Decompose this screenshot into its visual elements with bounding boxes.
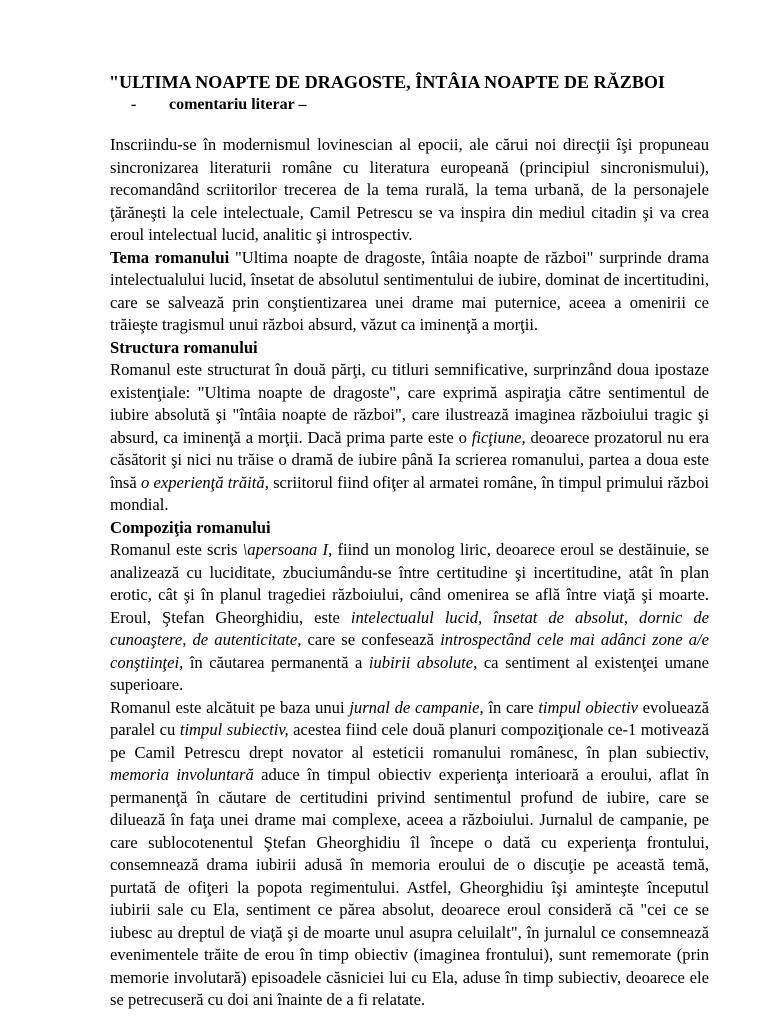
structura-paragraph [110, 359, 709, 517]
comp1-text-4: în căutarea permanentă a [183, 652, 369, 672]
subtitle-text: comentariu literar – [169, 96, 307, 113]
structura-heading: Structura romanului [110, 337, 258, 357]
comp1-text-5: ca sentiment al existenţei umane superioare. [110, 652, 709, 694]
comp1-italic-2: intelectualul lucid, însetat de absolut, dornic de cunoaştere, de autenticitate, [110, 607, 709, 649]
document-subtitle [131, 96, 306, 114]
comp2-italic-3: timpul subiectiv, [179, 720, 289, 739]
comp2-italic-4: memoria involuntară [110, 765, 254, 784]
compozitia-paragraph-1 [110, 539, 709, 697]
comp2-text-5: aduce în timpul obiectiv experienţa interioară a eroului, aflat în permanenţă în căutare de certitudini privind sentimentul profund de iubire, care se diluează în faţa unei drame mai complexe, aceea a războiului. Jurnalul de campanie, pe care sublocotenentul Ştefan Gheorghidiu îl începe o dată cu experienţa frontului, consemnează drama iubirii adusă în memoria eroului de o discuţie pe această temă, purtată de ofiţeri la popota regimentului. Astfel, Gheorghidiu îşi aminteşte începutul iubirii sale cu Ela, sentiment ce părea absolut, deoarece eroul consideră că "cei ce se iubesc au dreptul de viaţă şi de moarte unul asupra celuilalt", în jurnalul ce consemnează evenimentele trăite de erou în timp obiectiv (imaginea frontului), sunt rememorate (prin memorie involutară) episoadele căsniciei lui cu Ela, aduse în timp subiectiv, deoarece ele se petrecuseră cu doi ani înainte de a fi relatate. [110, 765, 710, 1009]
comp2-text-4: acestea fiind cele două planuri compoziţionale ce-1 motivează pe Camil Petrescu drept novator al esteticii romanului românesc, în plan subiectiv, [110, 720, 709, 762]
subtitle-dash: - [131, 96, 137, 113]
comp1-italic-1: \apersoana I, [242, 540, 333, 559]
comp1-text-1: Romanul este scris [110, 540, 243, 559]
structura-text-1: Romanul este structurat în două părţi, cu titluri semnificative, surprinzând doua ipostaze existenţiale: "Ultima noapte de dragoste", care exprimă aspiraţia către sentimentul de iubire absolută şi "întâia noapte de război", care ilustrează imaginea războiului tragic şi absurd, ca iminenţă a morţii. Dacă prima parte este o [110, 360, 709, 447]
compozitia-paragraph-2 [110, 697, 709, 1012]
comp2-text-3: evoluează paralel cu [110, 697, 709, 739]
comp1-italic-3: introspectând cele mai adânci zone a/e conştiinţei, [110, 630, 709, 672]
comp2-italic-1: jurnal de campanie, [349, 697, 484, 717]
intro-paragraph: Inscriindu-se în modernismul lovinescian al epocii, ale cărui noi direcţii îşi propuneau sincronizarea literaturii române cu literatura europeană (principiul sincronismului), recomandând scriitorilor trecerea de la tema rurală, la tema urbană, de la personajele ţărăneşti la cele intelectuale, Camil Petrescu se va inspira din mediul citadin şi va crea eroul intelectual lucid, analitic şi introspectiv. [110, 135, 709, 244]
structura-text-3: scriitorul fiind ofiţer al armatei române, în timpul primului război mondial. [110, 472, 709, 514]
comp2-italic-2: timpul obiectiv [538, 697, 638, 717]
structura-italic-1: ficţiune, [471, 427, 526, 447]
comp1-text-3: care se confesează [301, 630, 441, 649]
comp1-italic-4: iubirii absolute, [368, 652, 478, 672]
structura-text-2: deoarece prozatorul nu era căsătorit şi nici nu trăise o dramă de iubire până Ia scrierea romanului, partea a doua este însă [110, 427, 709, 492]
compozitia-heading: Compoziţia romanului [110, 517, 271, 537]
tema-paragraph [110, 247, 709, 337]
comp2-text-2: în care [483, 697, 539, 717]
comp2-text-1: Romanul este alcătuit pe baza unui [110, 697, 350, 717]
structura-italic-2: o experienţă trăită, [140, 472, 269, 492]
tema-text: "Ultima noapte de dragoste, întâia noapte de război" surprinde drama intelectualului lucid, însetat de absolutul sentimentului de iubire, dominat de incertitudini, care se salvează prin conştientizarea unei drame mai puternice, aceea a omenirii ce trăieşte tragismul unui război absurd, văzut ca iminenţă a morţii. [110, 247, 709, 334]
comp1-text-2: fiind un monolog liric, deoarece eroul se destăinuie, se analizează cu luciditate, zbuciumându-se între certitudine şi incertitudine, atât în plan erotic, cât şi în planul tragediei războiului, când omenirea se află între viaţă şi moarte. Eroul, Ştefan Gheorghidiu, este [110, 540, 709, 627]
document-title: "ULTIMA NOAPTE DE DRAGOSTE, ÎNTÂIA NOAPTE DE RĂZBOI [109, 72, 665, 92]
document-body [110, 134, 709, 1012]
tema-heading: Tema romanului [110, 247, 230, 267]
